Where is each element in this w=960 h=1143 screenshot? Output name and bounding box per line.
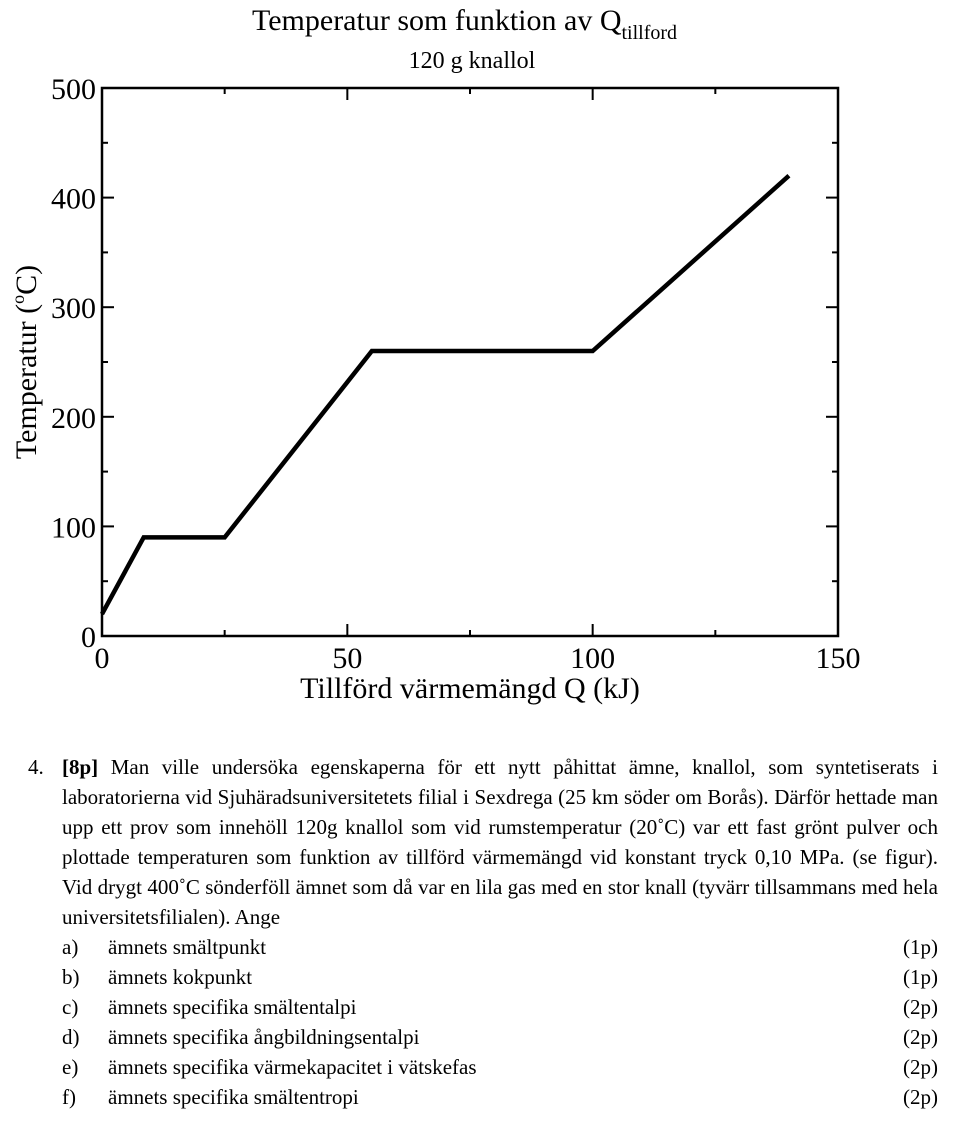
question-item (62, 1082, 938, 1112)
series-line (102, 176, 789, 614)
item-letter: a) (62, 935, 79, 959)
y-axis-label (8, 265, 43, 459)
item-points: (1p) (903, 965, 938, 989)
task-number: 4. (28, 755, 44, 779)
x-tick-label: 100 (570, 642, 616, 675)
task-description (62, 752, 938, 932)
item-points: (2p) (903, 995, 938, 1019)
question-item (62, 1052, 938, 1082)
y-tick-label: 300 (51, 292, 96, 326)
y-axis-label-degree: o (8, 294, 28, 304)
task-header (28, 752, 938, 932)
item-points: (2p) (903, 1025, 938, 1049)
chart-title (252, 4, 677, 44)
chart-title-main: Temperatur som funktion av Q (252, 4, 622, 37)
item-text: ämnets kokpunkt (108, 965, 253, 989)
y-tick-label: 200 (51, 401, 96, 435)
question-item (62, 992, 938, 1022)
y-tick-label: 500 (51, 73, 96, 106)
question-list (62, 932, 938, 1112)
y-axis-label-unit: C) (10, 264, 43, 295)
task-section (28, 752, 938, 1112)
plot-frame (102, 88, 838, 636)
chart-subtitle: 120 g knallol (408, 48, 536, 74)
y-axis-label-main: Temperatur ( (10, 303, 43, 460)
question-item (62, 932, 938, 962)
question-item (62, 962, 938, 992)
plot-area (51, 73, 861, 675)
y-tick-label: 400 (51, 182, 96, 216)
item-points: (2p) (903, 1055, 938, 1079)
x-tick-label: 0 (94, 642, 110, 675)
task-points: [8p] (62, 755, 99, 779)
question-item (62, 1022, 938, 1052)
x-tick-label: 150 (815, 642, 861, 675)
item-text: ämnets specifika värmekapacitet i vätskefas (108, 1055, 477, 1079)
item-text: ämnets specifika ångbildningsentalpi (108, 1025, 420, 1049)
chart-title-subscript: tillford (621, 22, 678, 44)
item-letter: e) (62, 1055, 79, 1079)
item-letter: b) (62, 965, 80, 989)
x-tick-label: 50 (332, 642, 363, 675)
item-points: (2p) (903, 1085, 938, 1109)
item-points: (1p) (903, 935, 938, 959)
y-tick-label: 0 (81, 621, 96, 654)
y-tick-label: 100 (51, 511, 96, 545)
item-text: ämnets specifika smältentalpi (108, 995, 357, 1019)
x-axis-label: Tillförd värmemängd Q (kJ) (300, 672, 640, 705)
item-text: ämnets smältpunkt (108, 935, 267, 959)
item-text: ämnets specifika smältentropi (108, 1085, 359, 1109)
item-letter: c) (62, 995, 79, 1019)
item-letter: d) (62, 1025, 80, 1049)
task-text: Man ville undersöka egenskaperna för ett nytt påhittat ämne, knallol, som syntetiserats i laboratorierna vid Sjuhäradsuniversitetets filial i Sexdrega (25 km söder om Borås). Därför hettade man upp ett prov som innehöll 120g knallol som vid rumstemperatur (20˚C) var ett fast grönt pulver och plottade temperaturen som funktion av tillförd värmemängd vid konstant tryck 0,10 MPa. (se figur). Vid drygt 400˚C sönderföll ämnet som då var en lila gas med en stor knall (tyvärr tillsammans med hela universitetsfilialen). Ange (62, 755, 938, 929)
item-letter: f) (62, 1085, 76, 1109)
